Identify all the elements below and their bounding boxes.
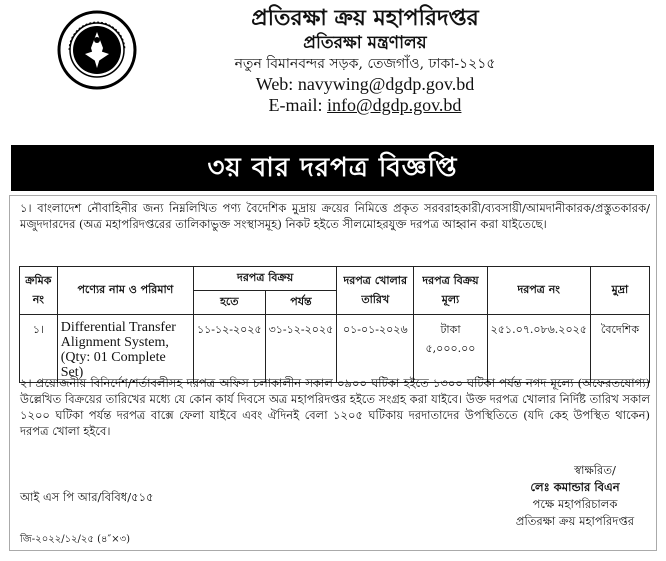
table-row [20,315,650,383]
officer-rank: লেঃ কমান্ডার বিএন [530,480,620,494]
header-opening: দরপত্র খোলার তারিখ [337,267,414,315]
reference-number: আই এস পি আর/বিবিধ/৫১৫ [20,490,154,504]
cell-price [414,315,487,383]
email-address[interactable]: info@dgdp.gov.bd [327,95,462,115]
ministry-name: প্রতিরক্ষা মন্ত্রণালয় [303,33,427,53]
header-price: দরপত্র বিক্রয় মূল্য [414,267,487,315]
header-tender-no: দরপত্র নং [487,267,590,315]
header-to: পর্যন্ত [265,291,337,315]
print-code: জি-২০২২/১২/২৫ (৪″×৩) [20,534,131,545]
header-item: পণ্যের নাম ও পরিমাণ [57,267,193,315]
signature-block [500,462,650,530]
header-sale: দরপত্র বিক্রয় [194,267,337,291]
letterhead [150,4,580,116]
on-behalf: পক্ষে মহাপরিচালক [532,497,618,511]
cell-currency: বৈদেশিক [590,315,649,383]
email-line [150,95,580,116]
price-unit: টাকা [440,323,461,336]
cell-to: ৩১-১২-২০২৫ [265,315,337,383]
cell-serial: ১। [20,315,58,383]
cell-from: ১১-১২-২০২৫ [194,315,266,383]
paragraph-1: ১। বাংলাদেশ নৌবাহিনীর জন্য নিম্নলিখিত পণ্য বৈদেশিক মুদ্রায় ক্রয়ের নিমিত্তে প্রকৃত সরবরাহকারী/ব্যবসায়ী/আমদানীকারক/প্রস্তুতকারক/মজুদদারদের (অত্র মহাপরিদপ্তরের তালিকাভুক্ত সংস্থাসমূহ) নিকট হইতে সীলমোহরযুক্ত দরপত্র আহ্বান করা যাইতেছে। [20,201,650,231]
items-table [19,266,650,383]
dgdp-seal-logo [57,10,137,90]
cell-tender-no: ২৫১.০৭.০৮৬.২০২৫ [487,315,590,383]
web-label: Web: [255,74,298,94]
header-from: হতে [194,291,266,315]
web-line [150,74,580,95]
paragraph-2: ২। প্রয়োজনীয় বিনির্দেশ/শর্তাবলীসহ দরপত্র অফিস চলাকালীন সকাল ০৯০০ ঘটিকা হইতে ১৩০০ ঘটিকা পর্যন্ত নগদ মূল্যে (অফেরতযোগ্য) উল্লেখিত বিক্রয়ের তারিখের মধ্যে যে কোন কার্য দিবসে অত্র মহাপরিদপ্তর হইতে সংগ্রহ করা যাইবে। উক্ত দরপত্র খোলার নির্দিষ্ট তারিখ সকাল ১২০০ ঘটিকা পর্যন্ত দরপত্র বাক্সে ফেলা যাইবে এবং ঐদিনই বেলা ১২০৫ ঘটিকায় দরদাতাদের উপস্থিতিতে (যদি কেহ উপস্থিত থাকেন) দরপত্র খোলা হইবে। [20,376,650,438]
office-name: প্রতিরক্ষা ক্রয় মহাপরিদপ্তর [515,514,635,528]
notice-title: ৩য় বার দরপত্র বিজ্ঞপ্তি [11,145,654,191]
price-value: ৫,০০০.০০ [425,342,476,355]
cell-opening: ০১-০১-২০২৬ [337,315,414,383]
header-currency: মুদ্রা [590,267,649,315]
cell-item: Differential Transfer Alignment System, (Qty: 01 Complete Set) [57,315,193,383]
header-serial: ক্রমিক নং [20,267,58,315]
signed-label: স্বাক্ষরিত/ [574,463,616,477]
email-label: E-mail: [268,95,328,115]
table-header-row [20,267,650,291]
organization-name: প্রতিরক্ষা ক্রয় মহাপরিদপ্তর [251,5,479,31]
web-address: navywing@dgdp.gov.bd [297,74,475,94]
address: নতুন বিমানবন্দর সড়ক, তেজগাঁও, ঢাকা-১২১৫ [234,56,496,72]
